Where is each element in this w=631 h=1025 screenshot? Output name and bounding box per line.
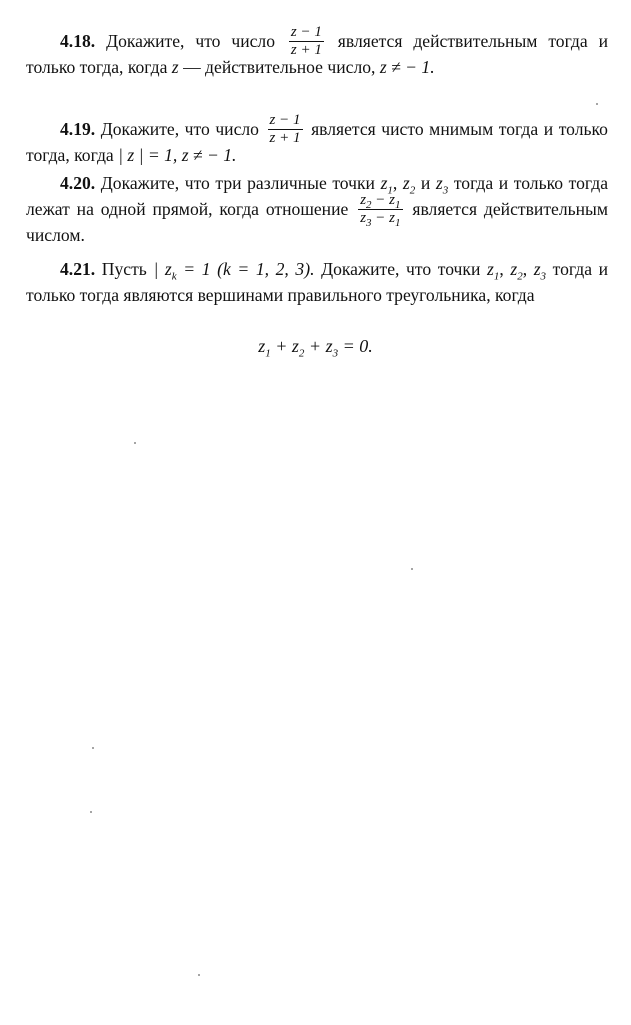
problem-number: 4.19.: [60, 119, 96, 139]
problem-text: Докажите, что число: [106, 31, 276, 51]
math-variable: $z_1$: [380, 173, 393, 197]
problem-number: 4.18.: [60, 31, 96, 51]
scan-speck: [596, 103, 598, 105]
math-variable: $z_3$: [533, 259, 547, 283]
fraction: $\frac{z - 1}{z + 1}$: [269, 112, 301, 147]
problem-text: является действительным тогда и только тогда, когда: [26, 31, 608, 77]
problem-text: Докажите, что число: [100, 119, 259, 139]
problem-text: тогда и только тогда являются вершинами правильного треугольника, когда: [26, 259, 609, 305]
scan-speck: [134, 442, 136, 444]
problem-4-21: 4.21. Пусть | $z_k = 1$ (k = 1, 2, 3). Докажите, что точки $z_1$, $z_2$, $z_3$ тогда и только тогда являются вершинами правильного треугольника, когда: [26, 259, 609, 305]
math-expression: z ≠ − 1.: [379, 57, 435, 77]
math-variable: $z_3$: [435, 173, 449, 197]
problem-text: является действительным числом.: [26, 199, 608, 245]
scan-speck: [90, 811, 92, 813]
problem-text: является чисто мнимым тогда и только тогда, когда: [26, 119, 608, 165]
problem-number: 4.20.: [60, 173, 96, 193]
math-expression: | $z_k$: [153, 259, 177, 283]
problem-text: и: [420, 173, 431, 193]
scan-speck: [92, 747, 94, 749]
math-variable: $z_1$: [486, 259, 500, 283]
fraction: $\frac{z - 1}{z + 1}$: [290, 24, 322, 59]
math-variable: z: [171, 57, 179, 77]
problem-text: тогда и только тогда лежат на одной прямой, когда отношение: [26, 173, 609, 219]
math-expression: | z | = 1, z ≠ − 1.: [118, 145, 237, 165]
problem-text: Докажите, что три различные точки: [100, 173, 375, 193]
problem-number: 4.21.: [60, 259, 96, 279]
math-expression: = 1 (k = 1, 2, 3).: [183, 259, 315, 279]
scan-speck: [198, 974, 200, 976]
scan-speck: [411, 568, 413, 570]
problem-text: — действительное число,: [183, 57, 376, 77]
problem-text: Докажите, что точки: [321, 259, 481, 279]
problem-4-18: [26, 24, 608, 80]
fraction: $\frac{z_2 - z_1}{z_3 - z_1}$: [360, 192, 401, 230]
problem-4-19: [26, 112, 608, 168]
problem-text: Пусть: [101, 259, 147, 279]
math-variable: $z_2$: [510, 259, 523, 283]
display-formula: $z_1 + z_2 + z_3 = 0$.: [258, 336, 373, 360]
problem-4-20: 4.20. Докажите, что три различные точки $z_1$, $z_2$ и $z_3$ тогда и только тогда лежат на одной прямой, когда отношение $\frac{z_2 - z_1}{z_3 - z_1}$ является действительным числом.: [26, 173, 609, 245]
math-variable: $z_2$: [402, 173, 416, 197]
